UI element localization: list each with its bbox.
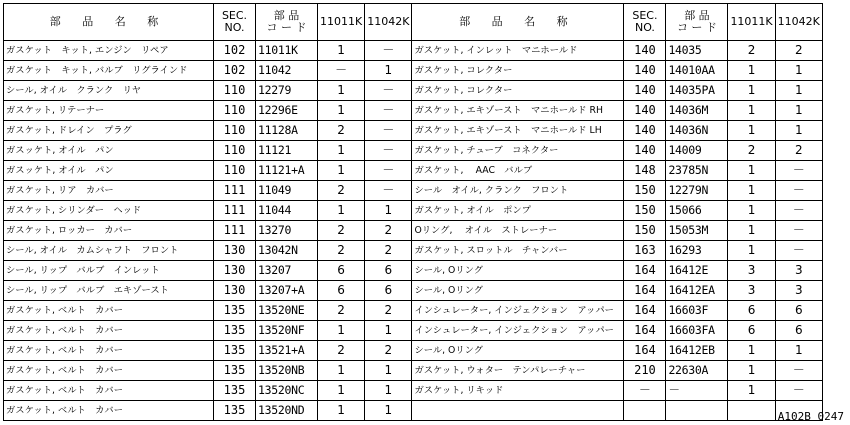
left-part-code: 12279 bbox=[256, 81, 318, 101]
left-qty-a: 1 bbox=[318, 321, 365, 341]
left-sec-no: 102 bbox=[214, 41, 256, 61]
right-part-name: ガスケット, スロットル チャンバー bbox=[412, 241, 624, 261]
right-part-name: ガスケット, AAC バルブ bbox=[412, 161, 624, 181]
right-qty-a: 1 bbox=[728, 121, 775, 141]
right-sec-no: 140 bbox=[624, 101, 666, 121]
right-qty-a: 1 bbox=[728, 361, 775, 381]
right-part-name bbox=[412, 401, 624, 421]
right-qty-b: 3 bbox=[775, 261, 822, 281]
left-qty-a: － bbox=[318, 61, 365, 81]
right-sec-no: 164 bbox=[624, 301, 666, 321]
left-qty-b: 1 bbox=[365, 61, 412, 81]
left-part-code: 13042N bbox=[256, 241, 318, 261]
left-qty-a: 6 bbox=[318, 281, 365, 301]
right-qty-b: 1 bbox=[775, 81, 822, 101]
right-qty-b: 1 bbox=[775, 121, 822, 141]
right-qty-b: 1 bbox=[775, 341, 822, 361]
right-part-code: 22630A bbox=[666, 361, 728, 381]
left-part-name: ガスケット, ロッカー カバー bbox=[4, 221, 214, 241]
left-part-name: シール, リップ バルブ インレット bbox=[4, 261, 214, 281]
right-qty-a: 6 bbox=[728, 301, 775, 321]
table-row bbox=[4, 281, 823, 301]
right-part-code: 15066 bbox=[666, 201, 728, 221]
right-part-name: シール, Oリング bbox=[412, 281, 624, 301]
right-qty-b: － bbox=[775, 361, 822, 381]
left-sec-no: 130 bbox=[214, 241, 256, 261]
table-row bbox=[4, 101, 823, 121]
left-sec-no: 110 bbox=[214, 121, 256, 141]
header-col-a: 11011K bbox=[318, 4, 365, 41]
document-id: A102B 0247 bbox=[777, 410, 844, 423]
table-row bbox=[4, 381, 823, 401]
left-qty-b: － bbox=[365, 41, 412, 61]
right-part-name: ガスケット, エキゾースト マニホールド LH bbox=[412, 121, 624, 141]
left-sec-no: 130 bbox=[214, 281, 256, 301]
table-row bbox=[4, 401, 823, 421]
left-sec-no: 135 bbox=[214, 401, 256, 421]
header-part-code: 部 品 コ ー ド bbox=[256, 4, 318, 41]
left-qty-b: 2 bbox=[365, 241, 412, 261]
right-qty-a bbox=[728, 401, 775, 421]
left-qty-b: 2 bbox=[365, 301, 412, 321]
left-qty-b: 1 bbox=[365, 201, 412, 221]
left-part-code: 13520ND bbox=[256, 401, 318, 421]
left-qty-a: 1 bbox=[318, 141, 365, 161]
left-part-name: ガスケット, ベルト カバー bbox=[4, 301, 214, 321]
right-part-name: ガスケット, インレット マニホールド bbox=[412, 41, 624, 61]
right-qty-a: 2 bbox=[728, 141, 775, 161]
header-part-code: 部 品 コ ー ド bbox=[666, 4, 728, 41]
right-qty-a: 1 bbox=[728, 81, 775, 101]
left-qty-b: 1 bbox=[365, 401, 412, 421]
right-part-name: インシュレーター, インジェクション アッパー bbox=[412, 321, 624, 341]
table-row bbox=[4, 321, 823, 341]
left-qty-a: 2 bbox=[318, 181, 365, 201]
left-part-name: ガスッケト, オイル パン bbox=[4, 161, 214, 181]
left-sec-no: 102 bbox=[214, 61, 256, 81]
left-part-code: 11044 bbox=[256, 201, 318, 221]
right-qty-b: － bbox=[775, 221, 822, 241]
right-part-code: 14009 bbox=[666, 141, 728, 161]
left-part-name: ガスケット, リテーナー bbox=[4, 101, 214, 121]
right-qty-b: 6 bbox=[775, 301, 822, 321]
left-part-code: 13521+A bbox=[256, 341, 318, 361]
right-qty-b: － bbox=[775, 181, 822, 201]
table-row bbox=[4, 241, 823, 261]
left-qty-a: 1 bbox=[318, 81, 365, 101]
left-qty-b: － bbox=[365, 101, 412, 121]
right-part-name: インシュレーター, インジェクション アッパー bbox=[412, 301, 624, 321]
right-sec-no: 140 bbox=[624, 61, 666, 81]
left-part-code: 11121 bbox=[256, 141, 318, 161]
right-sec-no: 140 bbox=[624, 141, 666, 161]
left-part-name: ガスッケト, オイル パン bbox=[4, 141, 214, 161]
header-sec-no: SEC. NO. bbox=[624, 4, 666, 41]
right-qty-b: 1 bbox=[775, 101, 822, 121]
left-sec-no: 135 bbox=[214, 361, 256, 381]
left-qty-a: 1 bbox=[318, 361, 365, 381]
left-qty-a: 1 bbox=[318, 161, 365, 181]
left-sec-no: 135 bbox=[214, 341, 256, 361]
left-part-code: 12296E bbox=[256, 101, 318, 121]
left-part-name: ガスケット, シリンダー ヘッド bbox=[4, 201, 214, 221]
left-sec-no: 135 bbox=[214, 321, 256, 341]
right-sec-no: 163 bbox=[624, 241, 666, 261]
left-part-code: 13520NF bbox=[256, 321, 318, 341]
left-qty-a: 1 bbox=[318, 101, 365, 121]
table-row bbox=[4, 361, 823, 381]
left-sec-no: 110 bbox=[214, 101, 256, 121]
right-part-code: 16603F bbox=[666, 301, 728, 321]
right-qty-b: － bbox=[775, 381, 822, 401]
left-qty-a: 1 bbox=[318, 41, 365, 61]
right-part-name: シール, Oリング bbox=[412, 341, 624, 361]
right-qty-b: 2 bbox=[775, 41, 822, 61]
left-qty-b: 6 bbox=[365, 281, 412, 301]
right-part-name: シール オイル, クランク フロント bbox=[412, 181, 624, 201]
left-part-name: シール, リップ バルブ エキゾースト bbox=[4, 281, 214, 301]
table-row bbox=[4, 341, 823, 361]
right-part-code: 14035 bbox=[666, 41, 728, 61]
table-row bbox=[4, 121, 823, 141]
header-part-name: 部 品 名 称 bbox=[412, 4, 624, 41]
right-sec-no: 164 bbox=[624, 261, 666, 281]
left-part-code: 13270 bbox=[256, 221, 318, 241]
left-part-code: 11049 bbox=[256, 181, 318, 201]
right-sec-no: 140 bbox=[624, 41, 666, 61]
left-sec-no: 135 bbox=[214, 301, 256, 321]
left-qty-b: 6 bbox=[365, 261, 412, 281]
right-qty-b: － bbox=[775, 201, 822, 221]
right-qty-b: 3 bbox=[775, 281, 822, 301]
left-part-name: シール, オイル クランク リヤ bbox=[4, 81, 214, 101]
left-sec-no: 110 bbox=[214, 161, 256, 181]
right-qty-a: 2 bbox=[728, 41, 775, 61]
right-part-code: 14036M bbox=[666, 101, 728, 121]
right-part-name: ガスケット, コレクター bbox=[412, 61, 624, 81]
right-part-name: ガスケット, コレクター bbox=[412, 81, 624, 101]
left-qty-a: 1 bbox=[318, 201, 365, 221]
right-part-name: ガスケット, エキゾースト マニホールド RH bbox=[412, 101, 624, 121]
left-qty-a: 1 bbox=[318, 401, 365, 421]
parts-table bbox=[3, 3, 823, 421]
right-qty-b: 6 bbox=[775, 321, 822, 341]
right-qty-a: 1 bbox=[728, 181, 775, 201]
table-row bbox=[4, 141, 823, 161]
left-qty-b: － bbox=[365, 81, 412, 101]
right-part-name: ガスケット, オイル ポンプ bbox=[412, 201, 624, 221]
left-part-name: ガスケット, ベルト カバー bbox=[4, 381, 214, 401]
left-sec-no: 110 bbox=[214, 141, 256, 161]
right-sec-no: 164 bbox=[624, 281, 666, 301]
left-part-code: 13207+A bbox=[256, 281, 318, 301]
left-qty-b: 2 bbox=[365, 341, 412, 361]
right-part-name: ガスケット, リキッド bbox=[412, 381, 624, 401]
left-qty-a: 2 bbox=[318, 221, 365, 241]
right-sec-no: － bbox=[624, 381, 666, 401]
left-part-code: 13207 bbox=[256, 261, 318, 281]
table-row bbox=[4, 201, 823, 221]
left-part-name: ガスケット, ベルト カバー bbox=[4, 401, 214, 421]
right-part-code: 16603FA bbox=[666, 321, 728, 341]
right-part-code: 14035PA bbox=[666, 81, 728, 101]
right-qty-a: 1 bbox=[728, 161, 775, 181]
right-qty-a: 3 bbox=[728, 281, 775, 301]
left-part-name: ガスケット, ベルト カバー bbox=[4, 341, 214, 361]
right-sec-no: 148 bbox=[624, 161, 666, 181]
header-part-name: 部 品 名 称 bbox=[4, 4, 214, 41]
right-sec-no: 164 bbox=[624, 321, 666, 341]
right-part-code: 16412EA bbox=[666, 281, 728, 301]
left-part-name: ガスケット, ベルト カバー bbox=[4, 361, 214, 381]
left-qty-a: 2 bbox=[318, 121, 365, 141]
left-qty-b: － bbox=[365, 141, 412, 161]
right-part-code: 15053M bbox=[666, 221, 728, 241]
left-qty-b: 1 bbox=[365, 361, 412, 381]
right-sec-no: 140 bbox=[624, 121, 666, 141]
left-sec-no: 111 bbox=[214, 181, 256, 201]
left-qty-a: 2 bbox=[318, 241, 365, 261]
header-col-b: 11042K bbox=[365, 4, 412, 41]
right-part-code: 16293 bbox=[666, 241, 728, 261]
left-part-name: ガスケット キット, バルブ リグラインド bbox=[4, 61, 214, 81]
right-sec-no: 140 bbox=[624, 81, 666, 101]
left-part-code: 11128A bbox=[256, 121, 318, 141]
table-row bbox=[4, 221, 823, 241]
right-qty-a: 3 bbox=[728, 261, 775, 281]
right-sec-no: 164 bbox=[624, 341, 666, 361]
right-sec-no bbox=[624, 401, 666, 421]
right-qty-a: 1 bbox=[728, 101, 775, 121]
right-qty-a: 1 bbox=[728, 341, 775, 361]
right-part-code: 23785N bbox=[666, 161, 728, 181]
left-qty-b: － bbox=[365, 161, 412, 181]
header-row bbox=[4, 4, 823, 41]
left-qty-b: － bbox=[365, 181, 412, 201]
left-part-code: 11121+A bbox=[256, 161, 318, 181]
right-part-code: 14010AA bbox=[666, 61, 728, 81]
left-part-name: シール, オイル カムシャフト フロント bbox=[4, 241, 214, 261]
right-part-code: 12279N bbox=[666, 181, 728, 201]
right-sec-no: 210 bbox=[624, 361, 666, 381]
left-qty-a: 1 bbox=[318, 381, 365, 401]
right-part-code: 16412E bbox=[666, 261, 728, 281]
right-sec-no: 150 bbox=[624, 221, 666, 241]
right-part-name: ガスケット, ウォター テンパレーチャー bbox=[412, 361, 624, 381]
left-sec-no: 111 bbox=[214, 201, 256, 221]
right-qty-b: － bbox=[775, 161, 822, 181]
right-sec-no: 150 bbox=[624, 181, 666, 201]
right-part-name: ガスケット, チューブ コネクター bbox=[412, 141, 624, 161]
left-part-name: ガスケット, ベルト カバー bbox=[4, 321, 214, 341]
header-col-a: 11011K bbox=[728, 4, 775, 41]
table-row bbox=[4, 41, 823, 61]
right-part-code bbox=[666, 401, 728, 421]
right-qty-a: 1 bbox=[728, 201, 775, 221]
right-qty-b: 1 bbox=[775, 61, 822, 81]
left-qty-b: 1 bbox=[365, 381, 412, 401]
left-part-code: 13520NE bbox=[256, 301, 318, 321]
left-qty-a: 2 bbox=[318, 341, 365, 361]
table-row bbox=[4, 81, 823, 101]
left-qty-b: 2 bbox=[365, 221, 412, 241]
left-qty-a: 6 bbox=[318, 261, 365, 281]
right-part-name: Oリング, オイル ストレーナー bbox=[412, 221, 624, 241]
table-row bbox=[4, 161, 823, 181]
table-row bbox=[4, 61, 823, 81]
header-col-b: 11042K bbox=[775, 4, 822, 41]
left-part-code: 13520NB bbox=[256, 361, 318, 381]
left-part-name: ガスケット, ドレイン プラグ bbox=[4, 121, 214, 141]
right-qty-b: － bbox=[775, 241, 822, 261]
right-part-code: 16412EB bbox=[666, 341, 728, 361]
left-qty-b: 1 bbox=[365, 321, 412, 341]
header-sec-no: SEC. NO. bbox=[214, 4, 256, 41]
table-row bbox=[4, 301, 823, 321]
table-row bbox=[4, 261, 823, 281]
right-qty-a: 6 bbox=[728, 321, 775, 341]
left-sec-no: 110 bbox=[214, 81, 256, 101]
right-qty-a: 1 bbox=[728, 241, 775, 261]
right-part-name: シール, Oリング bbox=[412, 261, 624, 281]
right-qty-b: 2 bbox=[775, 141, 822, 161]
left-qty-b: － bbox=[365, 121, 412, 141]
left-part-name: ガスケット キット, エンジン リペア bbox=[4, 41, 214, 61]
table-row bbox=[4, 181, 823, 201]
left-sec-no: 111 bbox=[214, 221, 256, 241]
left-part-name: ガスケット, リア カバー bbox=[4, 181, 214, 201]
parts-sheet bbox=[3, 3, 823, 421]
right-part-code: － bbox=[666, 381, 728, 401]
right-qty-a: 1 bbox=[728, 221, 775, 241]
right-sec-no: 150 bbox=[624, 201, 666, 221]
right-qty-a: 1 bbox=[728, 381, 775, 401]
right-part-code: 14036N bbox=[666, 121, 728, 141]
right-qty-a: 1 bbox=[728, 61, 775, 81]
left-sec-no: 130 bbox=[214, 261, 256, 281]
left-qty-a: 2 bbox=[318, 301, 365, 321]
left-part-code: 13520NC bbox=[256, 381, 318, 401]
left-sec-no: 135 bbox=[214, 381, 256, 401]
left-part-code: 11011K bbox=[256, 41, 318, 61]
left-part-code: 11042 bbox=[256, 61, 318, 81]
